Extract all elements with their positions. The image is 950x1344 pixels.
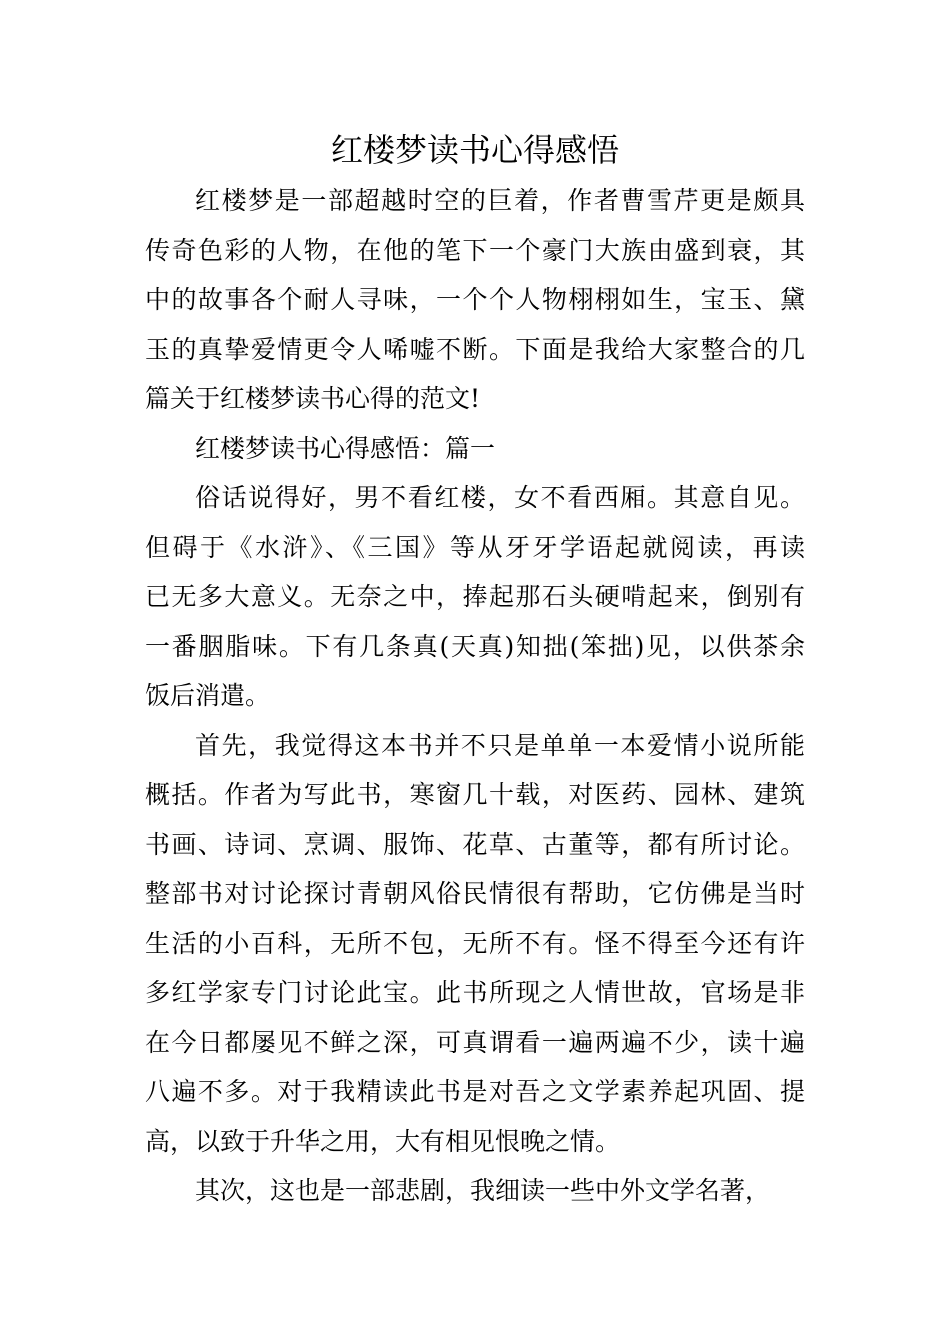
text-line: 已无多大意义。无奈之中，捧起那石头硬啃起来，倒别有 (145, 582, 805, 611)
text-line: 其次，这也是一部悲剧，我细读一些中外文学名著， (195, 1176, 771, 1205)
paragraph-three (145, 1166, 805, 1216)
text-line: 一番胭脂味。下有几条真(天真)知拙(笨拙)见，以供茶余 (145, 631, 805, 661)
text-line: 八遍不多。对于我精读此书是对吾之文学素养起巩固、提 (145, 1077, 805, 1106)
text-line: 首先，我觉得这本书并不只是单单一本爱情小说所能 (195, 730, 805, 760)
text-line: 在今日都屡见不鲜之深，可真谓看一遍两遍不少，读十遍 (145, 1027, 805, 1057)
text-line: 高，以致于升华之用，大有相见恨晚之情。 (145, 1126, 621, 1156)
text-line: 传奇色彩的人物，在他的笔下一个豪门大族由盛到衰，其 (145, 235, 805, 265)
text-line: 俗话说得好，男不看红楼，女不看西厢。其意自见。 (195, 483, 805, 512)
text-line: 红楼梦是一部超越时空的巨着，作者曹雪芹更是颇具 (195, 186, 805, 215)
text-line: 中的故事各个耐人寻味，一个个人物栩栩如生，宝玉、黛 (145, 285, 805, 314)
text-line: 整部书对讨论探讨青朝风俗民情很有帮助，它仿佛是当时 (145, 879, 805, 908)
paragraph-intro (145, 176, 805, 424)
text-line: 概括。作者为写此书，寒窗几十载，对医药、园林、建筑 (145, 780, 805, 809)
text-line: 红楼梦读书心得感悟：篇一 (195, 433, 496, 463)
text-line: 但碍于《水浒》、《三国》等从牙牙学语起就阅读，再读 (145, 532, 805, 562)
text-line: 饭后消遣。 (145, 681, 271, 710)
text-line: 篇关于红楼梦读书心得的范文! (145, 384, 481, 413)
text-line: 书画、诗词、烹调、服饰、花草、古董等，都有所讨论。 (145, 829, 805, 859)
text-line: 玉的真挚爱情更令人唏嘘不断。下面是我给大家整合的几 (145, 334, 805, 364)
paragraph-one (145, 473, 805, 721)
section-heading (145, 424, 805, 474)
paragraph-two (145, 721, 805, 1167)
text-line: 多红学家专门讨论此宝。此书所现之人情世故，官场是非 (145, 978, 805, 1007)
document-body (145, 176, 805, 1216)
text-line: 生活的小百科，无所不包，无所不有。怪不得至今还有许 (145, 928, 805, 958)
document-title: 红楼梦读书心得感悟 (330, 131, 619, 169)
